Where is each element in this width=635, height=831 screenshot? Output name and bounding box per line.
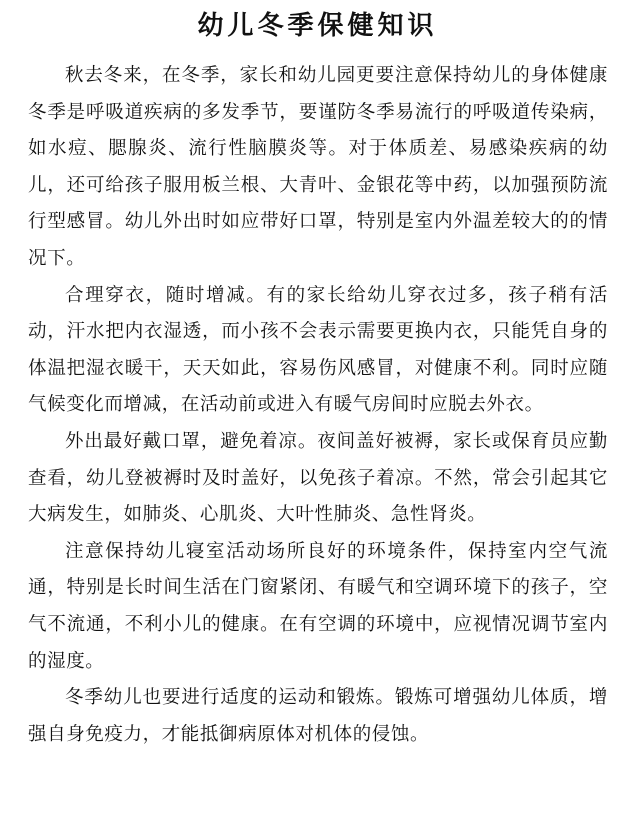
paragraph-mask-bedding: 外出最好戴口罩，避免着凉。夜间盖好被褥，家长或保育员应勤查看，幼儿登被褥时及时盖好，以免孩子着凉。不然，常会引起其它大病发生，如肺炎、心肌炎、大叶性肺炎、急性肾炎。 [28,430,608,526]
paragraph-environment: 注意保持幼儿寝室活动场所良好的环境条件，保持室内空气流通，特别是长时间生活在门窗紧闭、有暖气和空调环境下的孩子，空气不流通，不利小儿的健康。在有空调的环境中，应视情况调节室内的湿度。 [28,540,608,672]
document-body [28,58,608,753]
paragraph-exercise: 冬季幼儿也要进行适度的运动和锻炼。锻炼可增强幼儿体质，增强自身免疫力，才能抵御病原体对机体的侵蚀。 [28,687,608,745]
paragraph-intro: 秋去冬来，在冬季，家长和幼儿园更要注意保持幼儿的身体健康冬季是呼吸道疾病的多发季节，要谨防冬季易流行的呼吸道传染病，如水痘、腮腺炎、流行性脑膜炎等。对于体质差、易感染疾病的幼儿，还可给孩子服用板兰根、大青叶、金银花等中药，以加强预防流行型感冒。幼儿外出时如应带好口罩，特别是室内外温差较大的的情况下。 [28,65,608,269]
paragraph-clothing: 合理穿衣，随时增减。有的家长给幼儿穿衣过多，孩子稍有活动，汗水把内衣湿透，而小孩不会表示需要更换内衣，只能凭自身的体温把湿衣暖干，天天如此，容易伤风感冒，对健康不利。同时应随气候变化而增减，在活动前或进入有暖气房间时应脱去外衣。 [28,284,608,416]
document-title: 幼儿冬季保健知识 [197,11,438,41]
